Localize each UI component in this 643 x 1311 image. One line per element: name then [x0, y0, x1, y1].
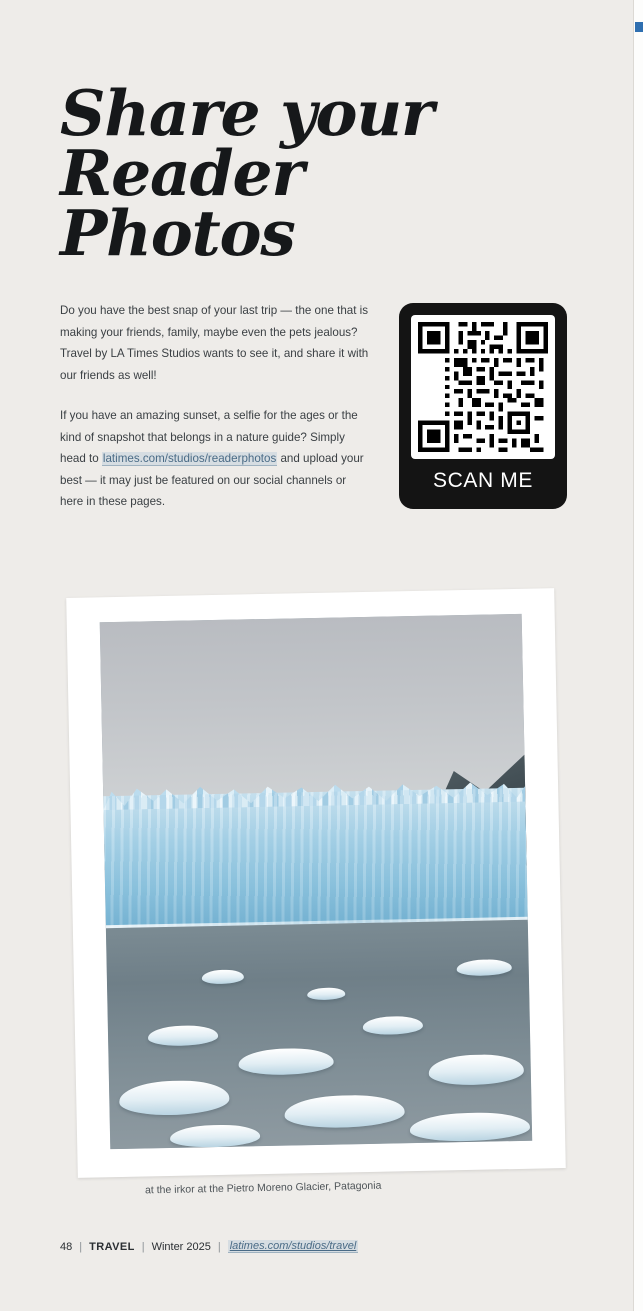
footer-separator: |	[141, 1240, 145, 1253]
footer-url-link[interactable]: latimes.com/studios/travel	[229, 1240, 357, 1252]
paragraph-2-tail: and upload your best — it may just be featured on our social channels or here in these pages.	[60, 452, 364, 508]
body-paragraph-1: Do you have the best snap of your last trip — the one that is making your friends, family, maybe even the pets jealous? Travel by LA Times Studios wants to see it, and share it with our friends as well!	[60, 304, 369, 382]
body-copy	[60, 300, 370, 513]
page-title	[60, 76, 540, 270]
photo-glacier	[103, 788, 528, 928]
edge-blue-marker	[635, 22, 643, 32]
reader-photos-link[interactable]: latimes.com/studios/readerphotos	[102, 452, 277, 465]
photo-caption: at the irkor at the Pietro Moreno Glacier, Patagonia	[144, 1179, 382, 1197]
qr-scan-label: SCAN ME	[433, 469, 533, 492]
footer-page-number: 48	[60, 1240, 73, 1253]
qr-code-icon[interactable]	[411, 315, 555, 459]
footer-issue: Winter 2025	[151, 1240, 211, 1253]
page-right-edge	[633, 0, 643, 1311]
qr-scan-card[interactable]	[399, 303, 567, 509]
page-footer	[60, 1240, 580, 1253]
footer-separator: |	[79, 1240, 83, 1253]
headline-line-2: Reader	[60, 136, 304, 211]
footer-section: TRAVEL	[89, 1240, 135, 1253]
qr-code-svg	[418, 322, 548, 452]
paragraph-2-lead: If you have an amazing sunset, a selfie for the ages or the kind of snapshot that belongs in a nature guide? Simply head to	[60, 409, 358, 465]
reader-photo-frame	[66, 588, 566, 1178]
body-paragraph-2	[60, 405, 370, 513]
reader-photo	[100, 614, 532, 1149]
headline-line-3: Photos	[60, 195, 295, 270]
headline-line-1: Share your	[60, 76, 433, 151]
photo-glacier-texture	[103, 788, 528, 928]
footer-separator: |	[217, 1240, 221, 1253]
